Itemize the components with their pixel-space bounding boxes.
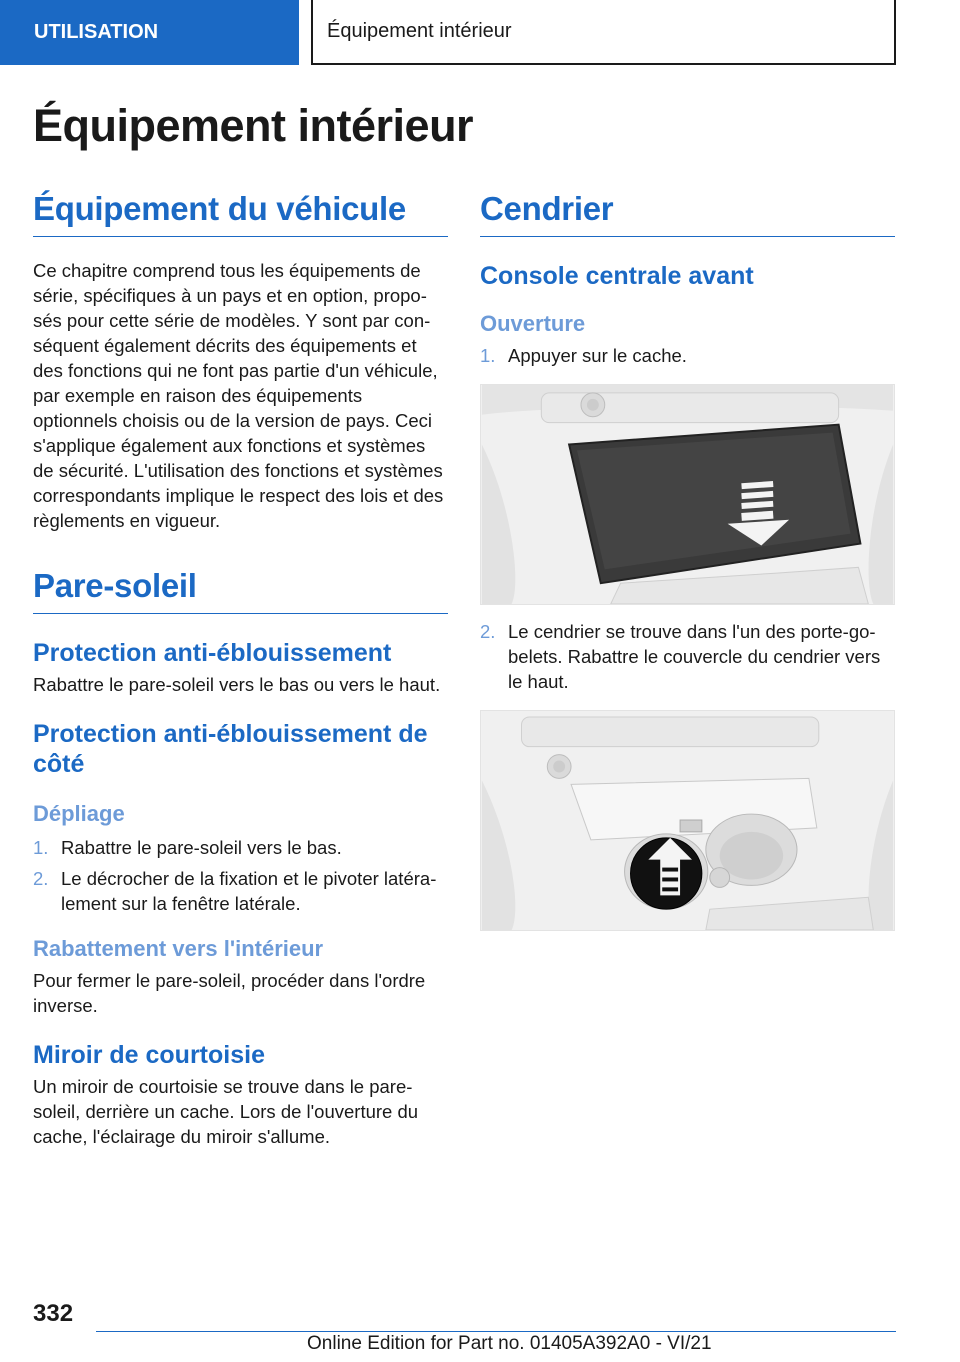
- list-item: [480, 619, 895, 694]
- page-number: 332: [33, 1300, 74, 1327]
- heading-glare-protection: Protection anti-éblouissement: [33, 639, 392, 667]
- footer-edition: Online Edition for Part no. 01405A392A0 - VI/21: [307, 1333, 712, 1354]
- vehicle-equipment-text: Ce chapitre comprend tous les équipements de série, spécifiques à un pays et en option, proposés pour cette série de modèles. Y sont par conséquent également décrits des équipements et des fonctions qui ne font pas partie d'un véhicule, par exemple en raison des équipements optionnels choisis ou de la version de pays. Ceci s'applique également aux fonctions et systèmes de sécurité. L'utilisation des fonctions et systèmes correspondants implique le respect des lois et des règlements en vigueur.: [33, 260, 444, 531]
- heading-ashtray: Cendrier: [480, 190, 895, 237]
- chapter-header: [311, 0, 896, 65]
- chapter-title: Équipement intérieur: [327, 20, 512, 42]
- vanity-mirror-text: Un miroir de courtoisie se trouve dans le pare-soleil, derrière un cache. Lors de l'ouverture du cache, l'éclairage du miroir s'allume.: [33, 1076, 419, 1147]
- right-column: [480, 190, 895, 931]
- heading-vehicle-equipment: Équipement du véhicule: [33, 190, 448, 237]
- heading-vanity-mirror: Miroir de courtoisie: [33, 1041, 265, 1069]
- step-number: 2.: [33, 868, 49, 889]
- list-item: [33, 866, 448, 916]
- step-text: Le décrocher de la fixation et le pivoter latéralement sur la fenêtre latérale.: [61, 868, 437, 914]
- list-item: [480, 343, 895, 368]
- heading-opening: Ouverture: [480, 311, 586, 336]
- list-item: [33, 835, 448, 860]
- section-tab-label: UTILISATION: [34, 21, 159, 43]
- opening-step-1: [480, 343, 895, 368]
- step-number: 1.: [33, 837, 49, 858]
- heading-center-console: Console centrale avant: [480, 262, 754, 290]
- page-title: Équipement intérieur: [33, 100, 474, 151]
- cupholder-ashtray-illustration: [480, 710, 895, 931]
- fold-in-text: Pour fermer le pare-soleil, procéder dans l'ordre inverse.: [33, 970, 426, 1016]
- unfold-steps: [33, 835, 448, 916]
- glare-protection-text: Rabattre le pare-soleil vers le bas ou vers le haut.: [33, 674, 441, 695]
- left-column: [33, 190, 448, 1149]
- step-text: Le cendrier se trouve dans l'un des porte-gobelets. Rabattre le couvercle du cendrier vers le haut.: [508, 621, 881, 692]
- heading-sun-visor: Pare-soleil: [33, 567, 448, 614]
- section-tab[interactable]: [0, 0, 299, 65]
- heading-side-glare-protection: Protection anti-éblouissement de côté: [33, 720, 428, 778]
- heading-fold-in: Rabattement vers l'intérieur: [33, 936, 324, 961]
- footer-divider: [96, 1331, 896, 1332]
- step-text: Appuyer sur le cache.: [508, 345, 687, 366]
- step-number: 2.: [480, 621, 496, 642]
- heading-unfold: Dépliage: [33, 801, 125, 826]
- opening-step-2: [480, 619, 895, 694]
- console-cover-illustration: [480, 384, 895, 605]
- step-number: 1.: [480, 345, 496, 366]
- step-text: Rabattre le pare-soleil vers le bas.: [61, 837, 342, 858]
